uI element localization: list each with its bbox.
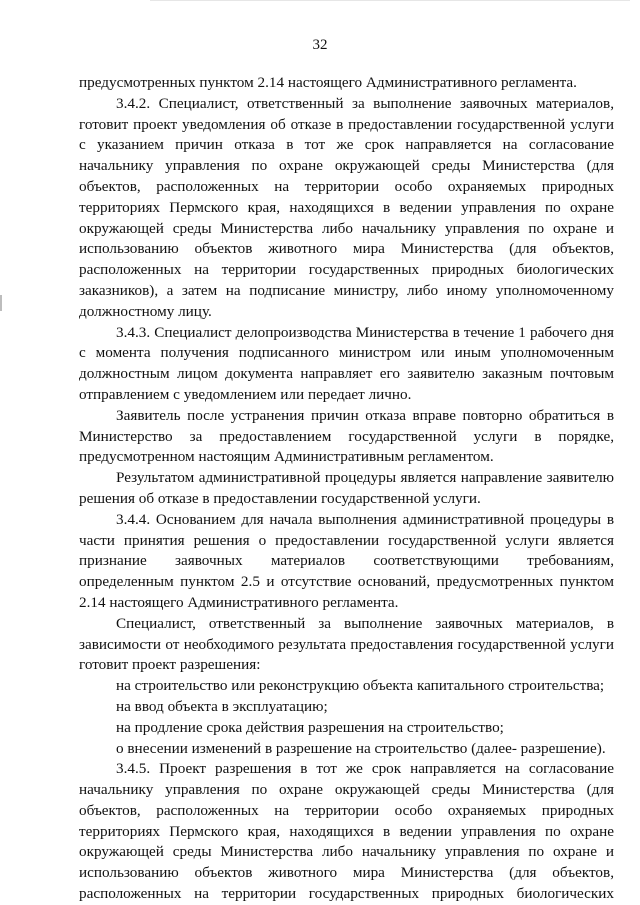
paragraph-3-4-5: 3.4.5. Проект разрешения в тот же срок направляется на согласование начальнику управления по охране окружающей среды Министерства (для объектов, расположенных на территории особо охраняемых природных территориях Пермского края, находящихся в ведении управления по охране окружающей среды Министерства либо начальнику управления по охране и использованию объектов животного мира Министерства (для объектов, расположенных на территории государственных природных биологических: [79, 760, 614, 903]
paragraph-specialist: Специалист, ответственный за выполнение заявочных материалов, в зависимости от необходимого результата предоставления государственной услуги готовит проект разрешения:: [79, 614, 614, 674]
paragraph-reapply: Заявитель после устранения причин отказа вправе повторно обратиться в Министерство за предоставлением государственной услуги в порядке, предусмотренном настоящим Административным регламентом.: [79, 406, 614, 466]
paragraph-3-4-2: 3.4.2. Специалист, ответственный за выполнение заявочных материалов, готовит проект уведомления об отказе в предоставлении государственной услуги с указанием причин отказа в тот же срок направляется на согласование начальнику управления по охране окружающей среды Министерства (для объектов, расположенных на территории особо охраняемых природных территориях Пермского края, находящихся в ведении управления по охране окружающей среды Министерства либо начальнику управления по охране и использованию объектов животного мира Министерства (для объектов, расположенных на территории государственных природных биологических заказников), а затем на подписание министру, либо иному уполномоченному должностному лицу.: [79, 94, 614, 320]
scan-top-edge: [150, 0, 630, 1]
list-item: о внесении изменений в разрешение на строительство (далее- разрешение).: [116, 739, 606, 757]
list-item: на ввод объекта в эксплуатацию;: [116, 697, 328, 715]
paragraph-result: Результатом административной процедуры является направление заявителю решения об отказе в предоставлении государственной услуги.: [79, 469, 614, 507]
scan-edge-mark: [0, 295, 2, 311]
page-number: 32: [312, 37, 328, 53]
paragraph-3-4-4: 3.4.4. Основанием для начала выполнения административной процедуры в части принятия решения о предоставлении государственной услуги является признание заявочных материалов соответствующими требованиям, определенным пунктом 2.5 и отсутствие оснований, предусмотренных пунктом 2.14 настоящего Административного регламента.: [79, 510, 614, 611]
list-item: на продление срока действия разрешения на строительство;: [116, 718, 504, 736]
paragraph-3-4-3: 3.4.3. Специалист делопроизводства Министерства в течение 1 рабочего дня с момента получения подписанного министром или иным уполномоченным должностным лицом документа направляет его заявителю заказным почтовым отправлением с уведомлением или передает лично.: [79, 323, 614, 403]
paragraph-continuation: предусмотренных пунктом 2.14 настоящего Административного регламента.: [79, 74, 577, 91]
list-item: на строительство или реконструкцию объекта капитального строительства;: [116, 677, 605, 695]
document-body: [79, 73, 614, 905]
